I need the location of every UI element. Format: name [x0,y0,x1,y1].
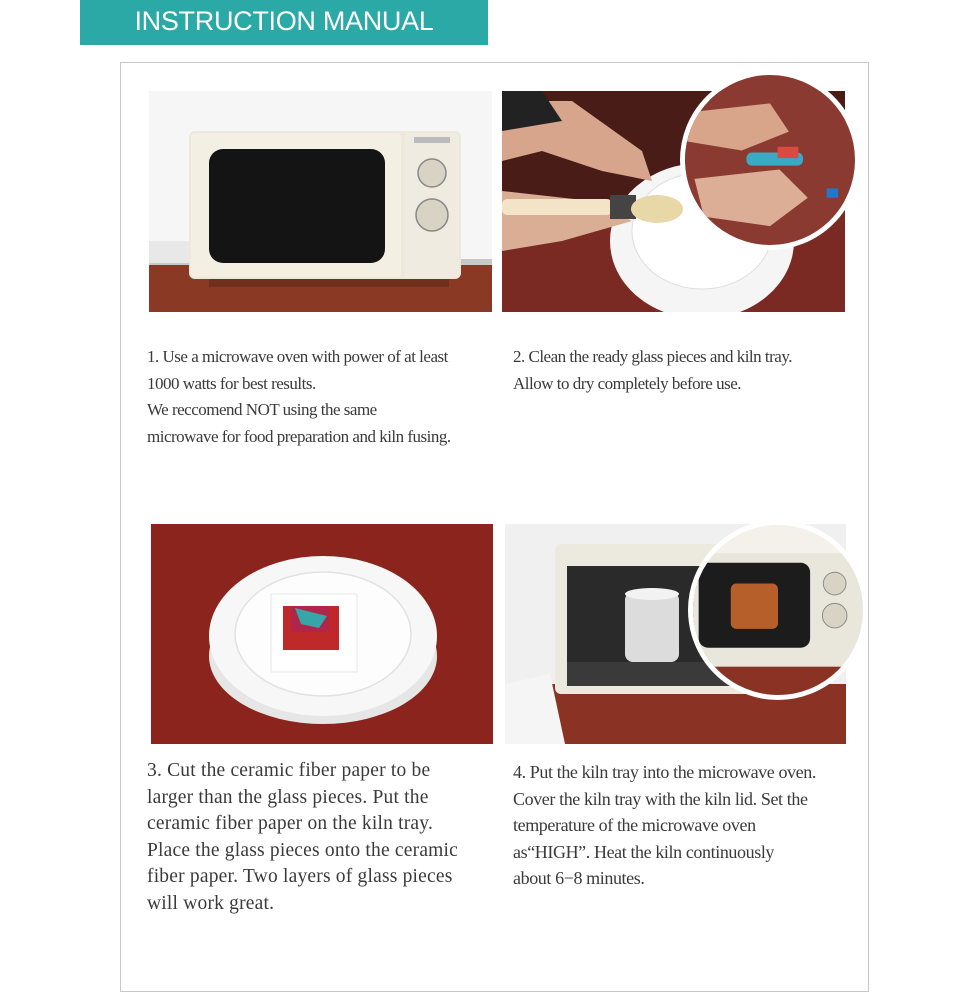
step-1-photo-microwave [149,91,492,312]
step-1-line: 1. Use a microwave oven with power of at least [147,347,448,366]
step-3-photo-kiln-tray [151,524,493,744]
instruction-manual-banner [80,0,488,45]
step-3-caption [147,758,458,917]
step-4-line: about 6−8 minutes. [513,868,645,888]
step-4-line: temperature of the microwave oven [513,815,756,835]
step-1-line: microwave for food preparation and kiln fusing. [147,426,451,446]
step-1-line: 1000 watts for best results. [147,373,316,393]
step-2-inset-closeup [680,70,860,250]
step-1-line: We reccomend NOT using the same [147,400,377,419]
step-3-line: Place the glass pieces onto the ceramic [147,839,459,861]
step-4-line: 4. Put the kiln tray into the microwave oven. [513,762,816,782]
step-4-caption [513,759,816,892]
step-3-line: 3. Cut the ceramic fiber paper to be [147,760,431,781]
step-3-line: will work great. [147,892,275,914]
step-3-line: larger than the glass pieces. Put the [147,786,429,808]
step-2-line: Allow to dry completely before use. [513,373,741,393]
step-3-line: ceramic fiber paper on the kiln tray. [147,813,434,834]
step-3-line: fiber paper. Two layers of glass pieces [147,866,453,887]
step-4-line: Cover the kiln tray with the kiln lid. Set the [513,788,808,809]
step-2-line: 2. Clean the ready glass pieces and kiln tray. [513,347,792,366]
step-4-inset-closeup [688,520,868,700]
banner-title: INSTRUCTION MANUAL [134,6,434,36]
step-4-line: as“HIGH”. Heat the kiln continuously [513,841,775,862]
step-2-caption [513,344,792,397]
step-1-caption [147,344,451,450]
